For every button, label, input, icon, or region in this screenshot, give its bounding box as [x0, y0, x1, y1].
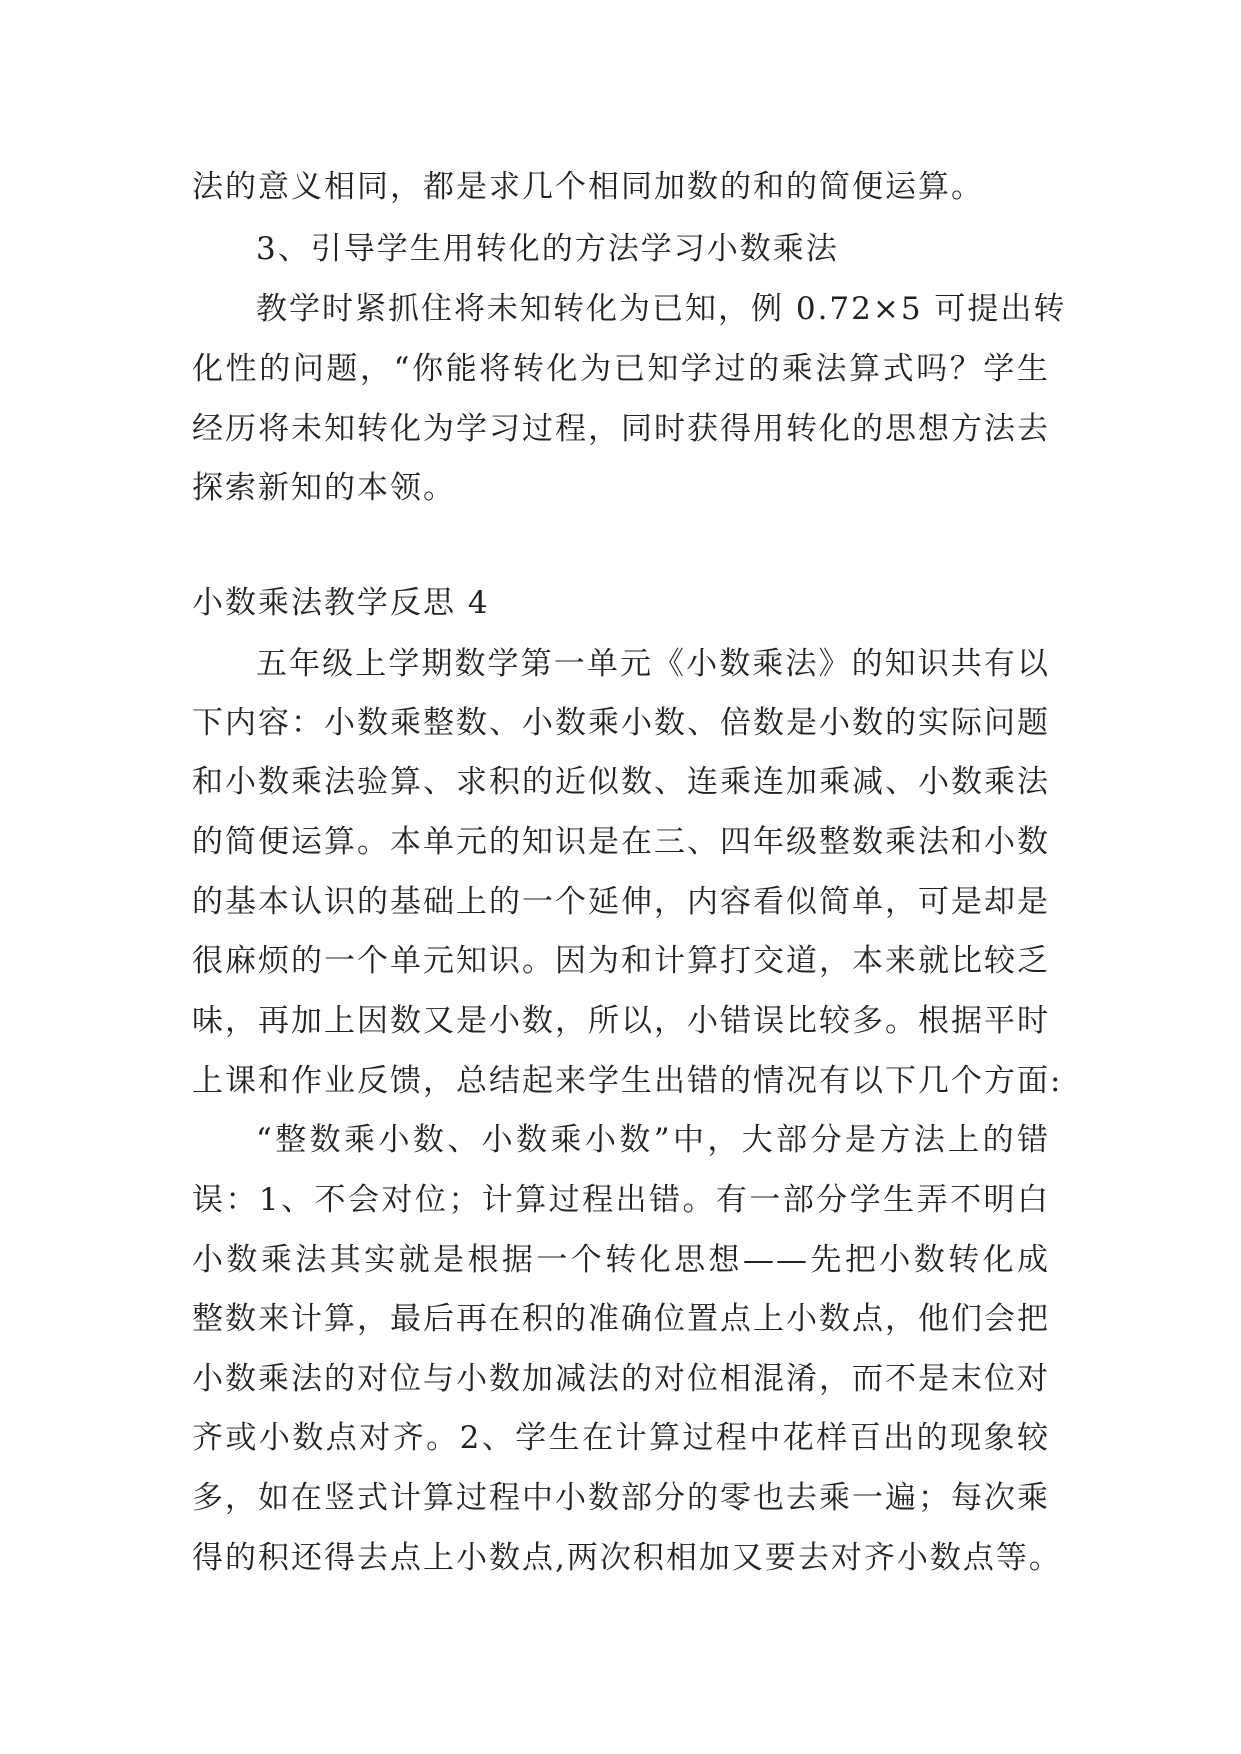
paragraph-line: 误：1、不会对位；计算过程出错。有一部分学生弄不明白: [192, 1182, 1050, 1218]
paragraph-line: 多，如在竖式计算过程中小数部分的零也去乘一遍；每次乘: [192, 1480, 1050, 1516]
paragraph-line: 很麻烦的一个单元知识。因为和计算打交道，本来就比较乏: [192, 943, 1050, 979]
paragraph-line: 经历将未知转化为学习过程，同时获得用转化的思想方法去: [192, 411, 1050, 447]
paragraph-line: 下内容：小数乘整数、小数乘小数、倍数是小数的实际问题: [192, 705, 1050, 741]
section-title: 小数乘法教学反思 4: [192, 585, 490, 621]
paragraph-line: 的简便运算。本单元的知识是在三、四年级整数乘法和小数: [192, 824, 1050, 860]
paragraph-line: 上课和作业反馈，总结起来学生出错的情况有以下几个方面:: [192, 1063, 1063, 1099]
subheading-3: 3、引导学生用转化的方法学习小数乘法: [256, 231, 839, 267]
paragraph-line: 五年级上学期数学第一单元《小数乘法》的知识共有以: [256, 646, 1050, 682]
paragraph-line: 齐或小数点对齐。2、学生在计算过程中花样百出的现象较: [192, 1420, 1050, 1456]
paragraph-line: 和小数乘法验算、求积的近似数、连乘连加乘减、小数乘法: [192, 764, 1050, 800]
paragraph-line: 的基本认识的基础上的一个延伸，内容看似简单，可是却是: [192, 884, 1050, 920]
paragraph-line: “整数乘小数、小数乘小数”中，大部分是方法上的错: [256, 1122, 1050, 1158]
paragraph-line: 探索新知的本领。: [192, 470, 456, 506]
paragraph-line: 整数来计算，最后再在积的准确位置点上小数点，他们会把: [192, 1301, 1050, 1337]
paragraph-line: 教学时紧抓住将未知转化为已知，例 0.72×5 可提出转: [256, 291, 1067, 327]
paragraph-line: 小数乘法其实就是根据一个转化思想——先把小数转化成: [192, 1242, 1050, 1278]
paragraph-line: 化性的问题，“你能将转化为已知学过的乘法算式吗？学生: [192, 351, 1050, 387]
paragraph-line: 小数乘法的对位与小数加减法的对位相混淆，而不是末位对: [192, 1361, 1050, 1397]
paragraph-line: 法的意义相同，都是求几个相同加数的和的简便运算。: [192, 169, 984, 205]
paragraph-line: 味，再加上因数又是小数，所以，小错误比较多。根据平时: [192, 1003, 1050, 1039]
paragraph-line: 得的积还得去点上小数点,两次积相加又要去对齐小数点等。: [192, 1540, 1062, 1576]
